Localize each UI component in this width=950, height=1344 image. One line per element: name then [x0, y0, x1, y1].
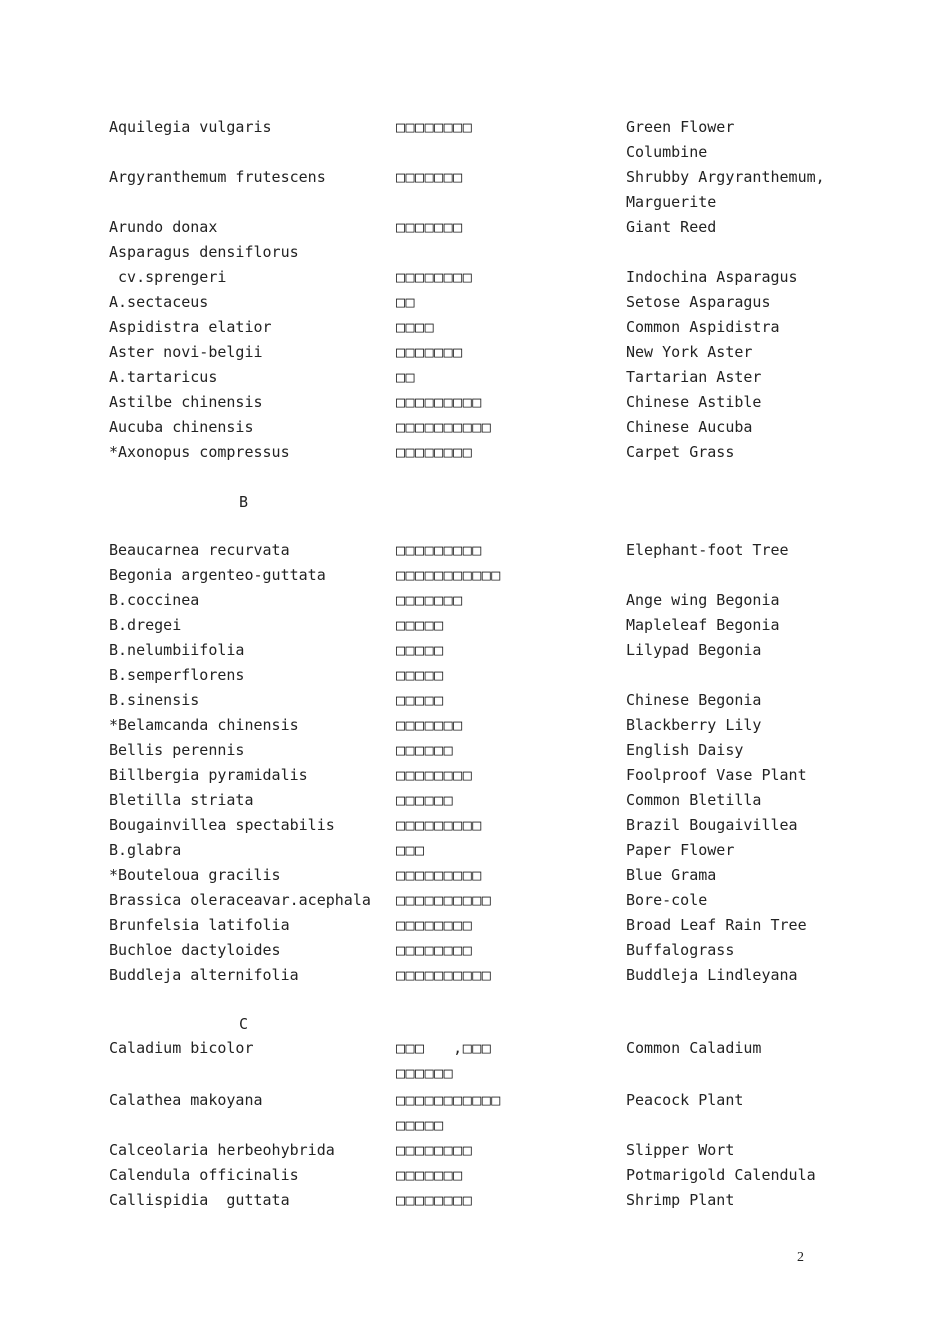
english-name: Blackberry Lily — [626, 716, 762, 734]
entry-row — [0, 788, 950, 813]
entry-row — [0, 863, 950, 888]
chinese-name: □□□□□□□□□ — [396, 541, 482, 559]
latin-name: Buchloe dactyloides — [109, 941, 281, 959]
entry-row — [0, 340, 950, 365]
chinese-name: □□ — [396, 293, 416, 311]
latin-name: *Belamcanda chinensis — [109, 716, 299, 734]
chinese-name: □□□□□ — [396, 666, 444, 684]
entry-row — [0, 563, 950, 588]
chinese-name: □□□□□□□ — [396, 218, 463, 236]
latin-name: Begonia argenteo-guttata — [109, 566, 326, 584]
entry-row — [0, 938, 950, 963]
latin-name: Aquilegia vulgaris — [109, 118, 272, 136]
english-name: Marguerite — [626, 193, 717, 211]
latin-name: Aster novi-belgii — [109, 343, 263, 361]
chinese-name: □□□□□□□ — [396, 1166, 463, 1184]
chinese-name: □□□□□□□□□ — [396, 866, 482, 884]
english-name: Common Aspidistra — [626, 318, 780, 336]
latin-name: Bletilla striata — [109, 791, 254, 809]
latin-name: Calathea makoyana — [109, 1091, 263, 1109]
entry-row — [0, 365, 950, 390]
chinese-name: □□□□ — [396, 318, 435, 336]
chinese-name: □□□□□□□□□□ — [396, 418, 492, 436]
entry-row — [0, 1088, 950, 1113]
entry-row — [0, 813, 950, 838]
latin-name: Beaucarnea recurvata — [109, 541, 290, 559]
english-name: Chinese Begonia — [626, 691, 762, 709]
latin-name: Brunfelsia latifolia — [109, 916, 290, 934]
chinese-name: □□□□□□ — [396, 741, 454, 759]
entry-row — [0, 1036, 950, 1061]
english-name: New York Aster — [626, 343, 753, 361]
chinese-name: □□□□□□□□ — [396, 268, 473, 286]
chinese-name: □□□□□□□□□□ — [396, 966, 492, 984]
chinese-name: □□□□□□ — [396, 791, 454, 809]
latin-name: B.glabra — [109, 841, 182, 859]
latin-name: Argyranthemum frutescens — [109, 168, 326, 186]
chinese-name: □□□□□□□□ — [396, 1141, 473, 1159]
chinese-name: □□□□□□□□ — [396, 1191, 473, 1209]
entry-row — [0, 1138, 950, 1163]
chinese-name: □□□□□□□ — [396, 343, 463, 361]
entry-row — [0, 115, 950, 140]
english-name: English Daisy — [626, 741, 744, 759]
english-name: Green Flower — [626, 118, 735, 136]
chinese-name: □□□□□ — [396, 1116, 444, 1134]
english-name: Tartarian Aster — [626, 368, 762, 386]
entry-row — [0, 315, 950, 340]
chinese-name: □□□□□□□□ — [396, 766, 473, 784]
chinese-name: □□□□□□□□ — [396, 916, 473, 934]
english-name: Shrimp Plant — [626, 1191, 735, 1209]
english-name: Mapleleaf Begonia — [626, 616, 780, 634]
entry-row — [0, 240, 950, 265]
chinese-name: □□□□□□□□ — [396, 443, 473, 461]
entry-row — [0, 415, 950, 440]
english-name: Lilypad Begonia — [626, 641, 762, 659]
latin-name: *Bouteloua gracilis — [109, 866, 281, 884]
latin-name: Caladium bicolor — [109, 1039, 254, 1057]
chinese-name: □□□□□□□ — [396, 716, 463, 734]
entry-row — [0, 440, 950, 465]
entry-row — [0, 140, 950, 165]
chinese-name: □□□□□□□□ — [396, 941, 473, 959]
english-name: Ange wing Begonia — [626, 591, 780, 609]
english-name: Slipper Wort — [626, 1141, 735, 1159]
latin-name: cv.sprengeri — [109, 268, 227, 286]
english-name: Indochina Asparagus — [626, 268, 798, 286]
english-name: Paper Flower — [626, 841, 735, 859]
entry-row — [0, 613, 950, 638]
latin-name: B.semperflorens — [109, 666, 245, 684]
english-name: Carpet Grass — [626, 443, 735, 461]
entry-row — [0, 1061, 950, 1086]
chinese-name: □□□□□□□ — [396, 168, 463, 186]
entry-row — [0, 763, 950, 788]
chinese-name: □□□□□□□□□ — [396, 816, 482, 834]
entry-row — [0, 1163, 950, 1188]
latin-name: *Axonopus compressus — [109, 443, 290, 461]
entry-row — [0, 738, 950, 763]
latin-name: Billbergia pyramidalis — [109, 766, 308, 784]
latin-name: B.coccinea — [109, 591, 200, 609]
entry-row — [0, 888, 950, 913]
section-letter-b: B — [239, 493, 249, 511]
chinese-name: □□□□□□ — [396, 1064, 454, 1082]
entry-row — [0, 265, 950, 290]
chinese-name: □□□□□□□□□□□ — [396, 566, 501, 584]
entry-row — [0, 688, 950, 713]
chinese-name: □□□□□□□□ — [396, 118, 473, 136]
latin-name: A.tartaricus — [109, 368, 218, 386]
chinese-name: □□□□□□□□□□ — [396, 891, 492, 909]
latin-name: Aspidistra elatior — [109, 318, 272, 336]
entry-row — [0, 215, 950, 240]
latin-name: Buddleja alternifolia — [109, 966, 299, 984]
english-name: Shrubby Argyranthemum, — [626, 168, 825, 186]
english-name: Blue Grama — [626, 866, 717, 884]
english-name: Brazil Bougaivillea — [626, 816, 798, 834]
page-number: 2 — [797, 1250, 804, 1265]
english-name: Bore-cole — [626, 891, 708, 909]
chinese-name: □□□□□□□□□ — [396, 393, 482, 411]
latin-name: B.sinensis — [109, 691, 200, 709]
english-name: Peacock Plant — [626, 1091, 744, 1109]
english-name: Common Caladium — [626, 1039, 762, 1057]
chinese-name: □□□□□□□□□□□ — [396, 1091, 501, 1109]
chinese-name: □□□ ,□□□ — [396, 1039, 492, 1057]
latin-name: Aucuba chinensis — [109, 418, 254, 436]
entry-row — [0, 190, 950, 215]
english-name: Potmarigold Calendula — [626, 1166, 816, 1184]
english-name: Setose Asparagus — [626, 293, 771, 311]
entry-row — [0, 913, 950, 938]
chinese-name: □□□□□ — [396, 641, 444, 659]
latin-name: B.nelumbiifolia — [109, 641, 245, 659]
english-name: Giant Reed — [626, 218, 717, 236]
entry-row — [0, 663, 950, 688]
english-name: Foolproof Vase Plant — [626, 766, 807, 784]
entry-row — [0, 588, 950, 613]
latin-name: Callispidia guttata — [109, 1191, 290, 1209]
chinese-name: □□□□□ — [396, 691, 444, 709]
chinese-name: □□□□□□□ — [396, 591, 463, 609]
english-name: Elephant-foot Tree — [626, 541, 789, 559]
english-name: Chinese Astible — [626, 393, 762, 411]
section-letter-c: C — [239, 1015, 249, 1033]
latin-name: Asparagus densiflorus — [109, 243, 299, 261]
latin-name: A.sectaceus — [109, 293, 209, 311]
entry-row — [0, 713, 950, 738]
chinese-name: □□□□□ — [396, 616, 444, 634]
entry-row — [0, 165, 950, 190]
chinese-name: □□ — [396, 368, 416, 386]
entry-row — [0, 1113, 950, 1138]
entry-row — [0, 290, 950, 315]
chinese-name: □□□ — [396, 841, 425, 859]
english-name: Buffalograss — [626, 941, 735, 959]
english-name: Broad Leaf Rain Tree — [626, 916, 807, 934]
entry-row — [0, 390, 950, 415]
english-name: Buddleja Lindleyana — [626, 966, 798, 984]
english-name: Columbine — [626, 143, 708, 161]
english-name: Chinese Aucuba — [626, 418, 753, 436]
english-name: Common Bletilla — [626, 791, 762, 809]
latin-name: B.dregei — [109, 616, 182, 634]
latin-name: Arundo donax — [109, 218, 218, 236]
latin-name: Astilbe chinensis — [109, 393, 263, 411]
entry-row — [0, 963, 950, 988]
entry-row — [0, 538, 950, 563]
entry-row — [0, 638, 950, 663]
latin-name: Bellis perennis — [109, 741, 245, 759]
entry-row — [0, 1188, 950, 1213]
latin-name: Bougainvillea spectabilis — [109, 816, 335, 834]
latin-name: Calceolaria herbeohybrida — [109, 1141, 335, 1159]
latin-name: Calendula officinalis — [109, 1166, 299, 1184]
latin-name: Brassica oleraceavar.acephala — [109, 891, 371, 909]
entry-row — [0, 838, 950, 863]
